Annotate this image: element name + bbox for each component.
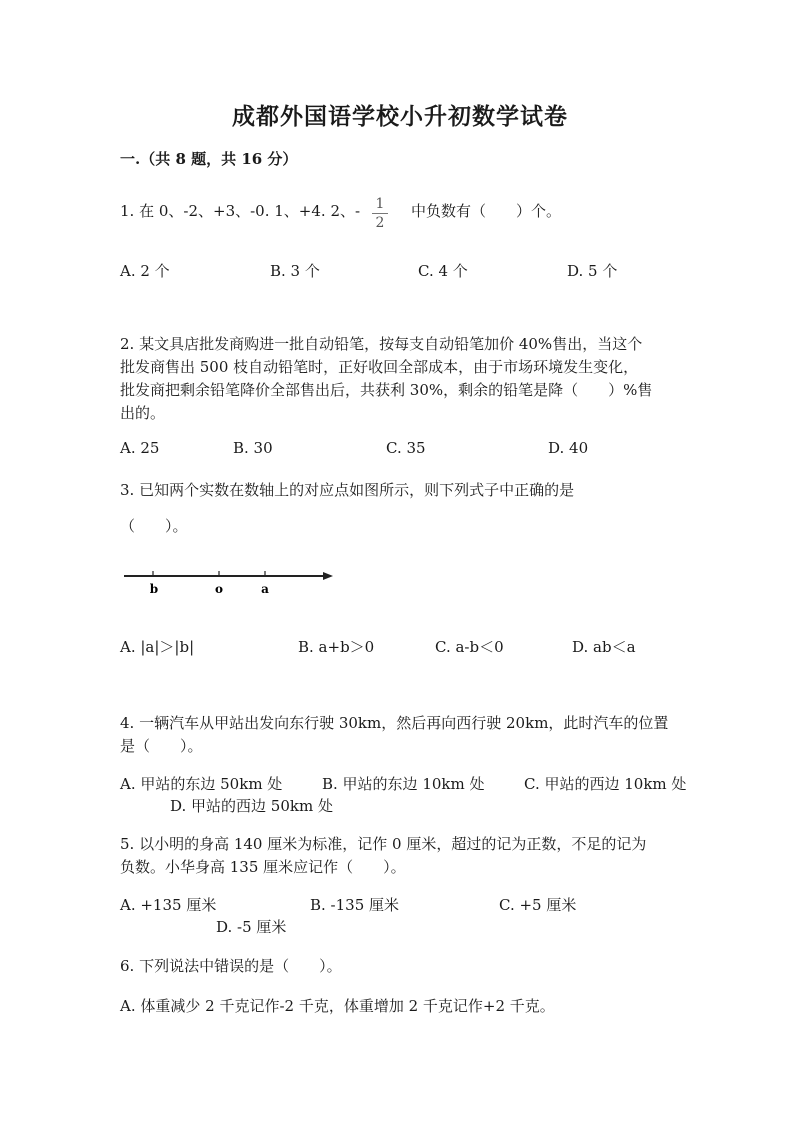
question-2-line-4: 出的。 xyxy=(120,404,166,422)
question-5-line-1: 5. 以小明的身高 140 厘米为标准，记作 0 厘米，超过的记为正数，不足的记为 xyxy=(120,835,647,853)
question-3-option-c: C. a-b＜0 xyxy=(435,638,504,656)
question-4-option-a: A. 甲站的东边 50km 处 xyxy=(120,775,283,793)
question-3-option-a: A. |a|＞|b| xyxy=(120,638,195,656)
question-1-stem-before: 1. 在 0、-2、+3、-0. 1、+4. 2、- xyxy=(120,202,361,220)
question-3-line-2: （ ）。 xyxy=(120,517,188,535)
question-2-line-1: 2. 某文具店批发商购进一批自动铅笔，按每支自动铅笔加价 40%售出，当这个 xyxy=(120,335,643,353)
question-1-option-c: C. 4 个 xyxy=(418,262,468,280)
axis-label-o: o xyxy=(214,582,224,596)
question-2-option-c: C. 35 xyxy=(386,439,426,457)
question-3-line-1: 3. 已知两个实数在数轴上的对应点如图所示，则下列式子中正确的是 xyxy=(120,481,575,499)
question-5-option-b: B. -135 厘米 xyxy=(310,896,400,914)
question-5-option-a: A. +135 厘米 xyxy=(120,896,217,914)
question-4-line-2: 是（ ）。 xyxy=(120,737,203,755)
number-line-arrow xyxy=(323,572,333,580)
question-2-option-d: D. 40 xyxy=(548,439,589,457)
question-2-line-3: 批发商把剩余铅笔降价全部售出后，共获利 30%，剩余的铅笔是降（ ）%售 xyxy=(120,381,653,399)
question-5-option-d: D. -5 厘米 xyxy=(216,918,287,936)
question-6-option-a: A. 体重减少 2 千克记作-2 千克，体重增加 2 千克记作+2 千克。 xyxy=(120,997,555,1015)
fraction-denominator: 2 xyxy=(375,215,385,231)
fraction-numerator: 1 xyxy=(375,196,385,212)
question-4-line-1: 4. 一辆汽车从甲站出发向东行驶 30km，然后再向西行驶 20km，此时汽车的位置 xyxy=(120,714,669,732)
fraction-one-half xyxy=(372,196,388,231)
question-4-option-d: D. 甲站的西边 50km 处 xyxy=(170,797,333,815)
axis-label-b: b xyxy=(149,582,159,596)
question-6-stem: 6. 下列说法中错误的是（ ）。 xyxy=(120,957,342,975)
question-2-option-a: A. 25 xyxy=(120,439,160,457)
question-5-option-c: C. +5 厘米 xyxy=(499,896,577,914)
axis-label-a: a xyxy=(261,582,269,596)
question-4-option-c: C. 甲站的西边 10km 处 xyxy=(524,775,687,793)
question-1-option-b: B. 3 个 xyxy=(270,262,320,280)
question-1-stem-after: 中负数有（ ）个。 xyxy=(411,202,562,220)
number-line-figure xyxy=(120,565,340,601)
question-2-line-2: 批发商售出 500 枝自动铅笔时，正好收回全部成本，由于市场环境发生变化， xyxy=(120,358,639,376)
question-2-option-b: B. 30 xyxy=(233,439,273,457)
question-3-option-d: D. ab＜a xyxy=(572,638,636,656)
page-title: 成都外国语学校小升初数学试卷 xyxy=(232,103,568,130)
question-3-option-b: B. a+b＞0 xyxy=(298,638,375,656)
question-4-option-b: B. 甲站的东边 10km 处 xyxy=(322,775,485,793)
question-1-option-a: A. 2 个 xyxy=(120,262,170,280)
fraction-bar xyxy=(372,213,388,214)
question-1-option-d: D. 5 个 xyxy=(567,262,618,280)
question-5-line-2: 负数。小华身高 135 厘米应记作（ ）。 xyxy=(120,858,406,876)
section-header: 一.（共 8 题，共 16 分） xyxy=(120,150,298,168)
